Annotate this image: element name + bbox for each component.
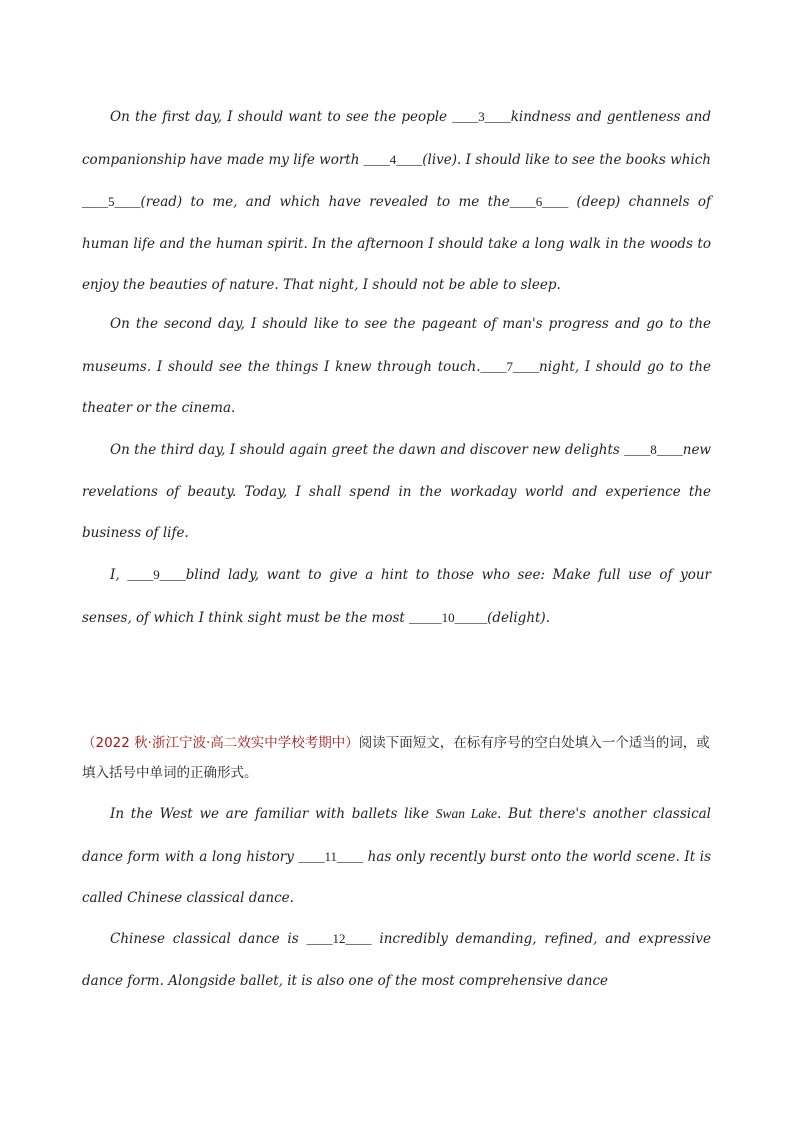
answer-blank: ____11____ xyxy=(298,848,364,864)
text-run: has only recently burst onto the world scene. It is called Chinese classical dance. xyxy=(82,848,711,907)
paragraph-third-day xyxy=(82,429,711,555)
text-run: In the West we are familiar with ballets like xyxy=(110,806,436,822)
work-title: Swan Lake xyxy=(435,806,498,821)
paragraph-first-day xyxy=(82,96,711,307)
text-run: On the third day, I should again greet the dawn and discover new delights xyxy=(110,442,625,458)
question-source-instruction xyxy=(82,728,722,788)
answer-blank: ____5____ xyxy=(82,194,141,210)
text-run: blind lady, want to give a hint to those who see: Make full use of your senses, of which I think sight must be the most xyxy=(82,567,711,626)
question-instruction: 阅读下面短文，在标有序号的空白处填入一个适当的词，或填入括号中单词的正确形式。 xyxy=(82,735,710,781)
text-run: (read) to me, and which have revealed to me the xyxy=(140,194,510,211)
text-run: (deep) channels of human life and the human spirit. In the afternoon I should take a long walk in the woods to enjoy the beauties of nature. That night, I should not be able to sleep. xyxy=(82,194,711,294)
text-run: incredibly demanding, refined, and expressive dance form. Alongside ballet, it is also one of the most comprehensive dance xyxy=(82,931,711,989)
answer-blank: ____9____ xyxy=(127,567,186,582)
answer-blank: ____4____ xyxy=(363,151,423,167)
text-run: (delight). xyxy=(487,609,550,626)
answer-blank: ____3____ xyxy=(452,109,511,124)
answer-blank: ____6____ xyxy=(509,194,569,210)
answer-blank: ____12____ xyxy=(306,931,372,946)
answer-blank: ____7____ xyxy=(480,358,540,374)
text-run: (live). I should like to see the books which xyxy=(422,151,711,168)
paragraph-ballet-intro xyxy=(82,793,711,920)
text-run: night, I should go to the theater or the cinema. xyxy=(82,358,711,417)
question-source-tag: （2022 秋·浙江宁波·高二效实中学校考期中） xyxy=(82,735,359,751)
text-run: . But there's another classical dance form with a long history xyxy=(82,806,711,865)
text-run: Chinese classical dance is xyxy=(110,931,307,947)
answer-blank: _____10_____ xyxy=(409,609,488,625)
text-run: new revelations of beauty. Today, I shall spend in the workaday world and experience the business of life. xyxy=(82,442,711,542)
text-run: On the second day, I should like to see the pageant of man's progress and go to the museums. I should see the things I knew through touch. xyxy=(82,316,711,375)
text-run: kindness and gentleness and companionship have made my life worth xyxy=(82,109,711,168)
answer-blank: ____8____ xyxy=(624,442,683,457)
text-run: I, xyxy=(110,567,128,583)
text-run: On the first day, I should want to see the people xyxy=(110,109,453,125)
paragraph-classical-dance xyxy=(82,918,711,1002)
paragraph-conclusion xyxy=(82,554,711,639)
paragraph-second-day xyxy=(82,304,711,430)
